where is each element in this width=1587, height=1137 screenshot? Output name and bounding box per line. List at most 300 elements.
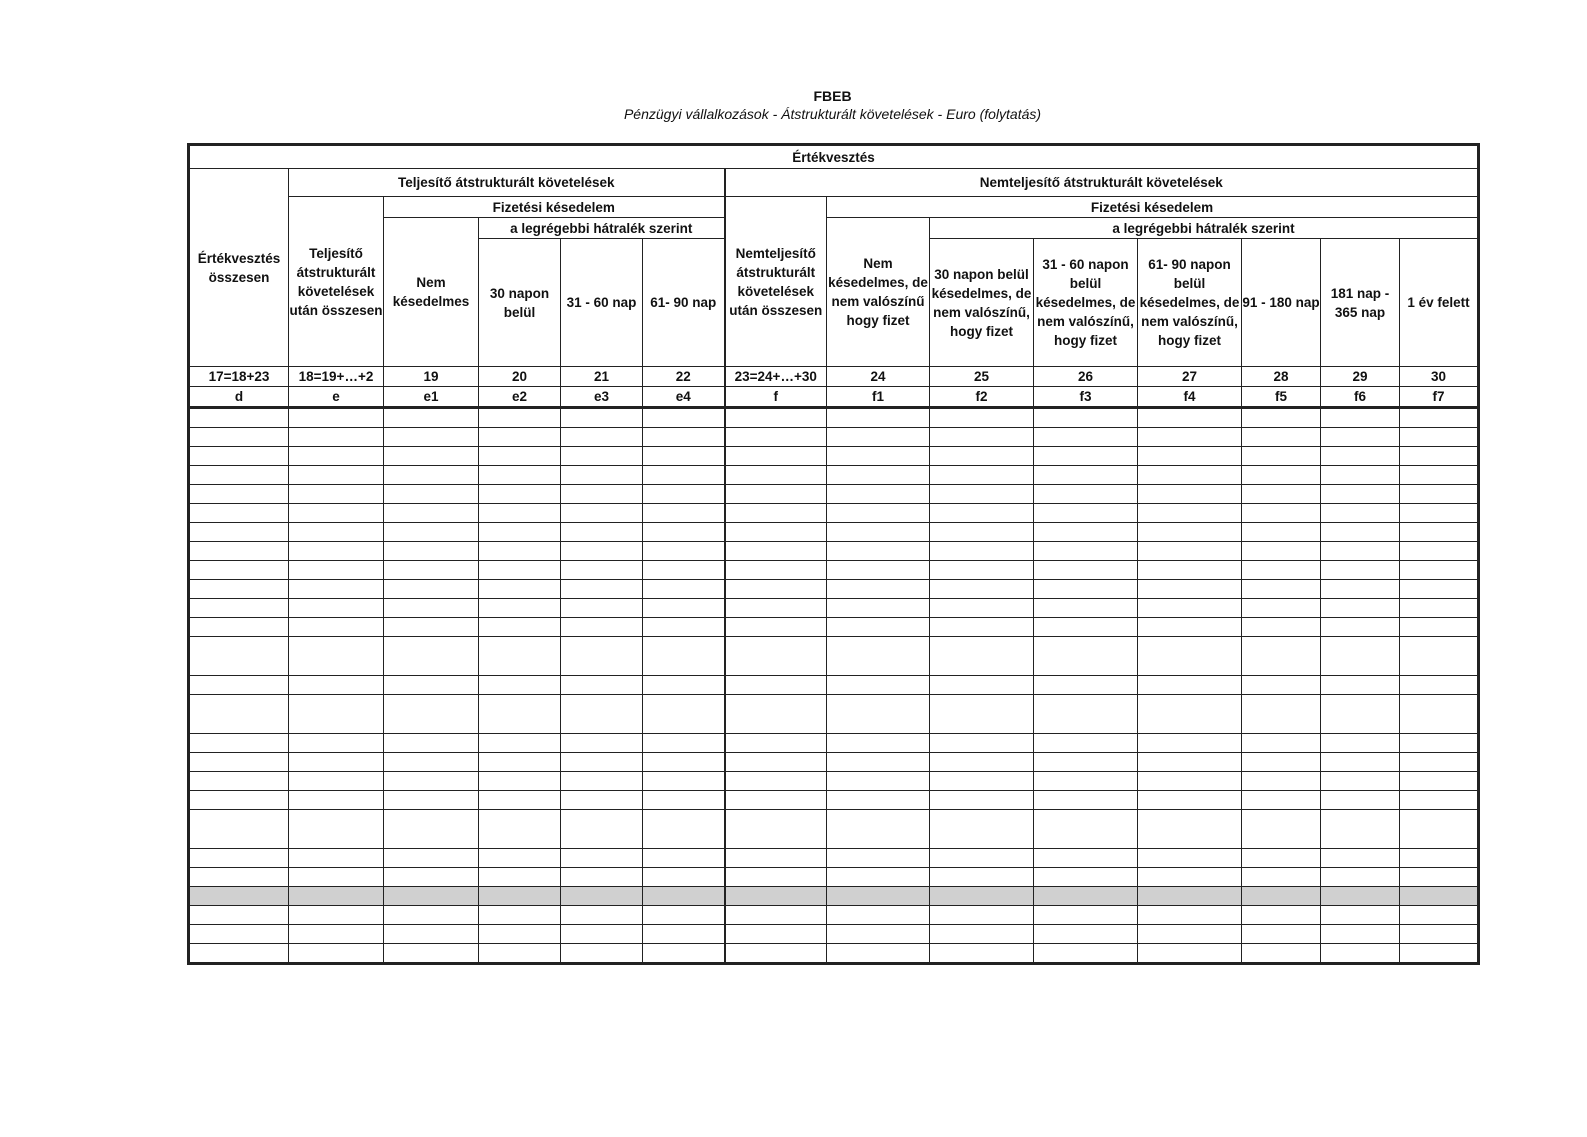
table-cell[interactable]: [930, 580, 1034, 599]
table-cell[interactable]: [1321, 637, 1400, 676]
table-cell[interactable]: [1242, 580, 1321, 599]
table-cell[interactable]: [384, 868, 479, 887]
table-cell[interactable]: [189, 637, 289, 676]
table-cell[interactable]: [930, 637, 1034, 676]
table-cell[interactable]: [479, 599, 561, 618]
table-cell[interactable]: [189, 580, 289, 599]
table-cell[interactable]: [289, 925, 384, 944]
table-cell[interactable]: [643, 561, 725, 580]
table-cell[interactable]: [561, 618, 643, 637]
table-cell[interactable]: [561, 849, 643, 868]
table-cell[interactable]: [384, 753, 479, 772]
table-cell[interactable]: [561, 428, 643, 447]
table-cell[interactable]: [1400, 447, 1479, 466]
table-cell[interactable]: [189, 504, 289, 523]
table-cell[interactable]: [725, 887, 827, 906]
table-cell[interactable]: [479, 868, 561, 887]
table-cell[interactable]: [1242, 542, 1321, 561]
table-cell[interactable]: [827, 485, 930, 504]
table-cell[interactable]: [561, 504, 643, 523]
table-cell[interactable]: [289, 466, 384, 485]
table-cell[interactable]: [1321, 734, 1400, 753]
table-cell[interactable]: [1400, 810, 1479, 849]
table-cell[interactable]: [1034, 523, 1138, 542]
table-cell[interactable]: [1321, 618, 1400, 637]
table-cell[interactable]: [1321, 753, 1400, 772]
table-cell[interactable]: [479, 485, 561, 504]
table-cell[interactable]: [1138, 523, 1242, 542]
table-cell[interactable]: [1242, 753, 1321, 772]
table-cell[interactable]: [827, 561, 930, 580]
table-cell[interactable]: [643, 542, 725, 561]
table-cell[interactable]: [1138, 408, 1242, 428]
table-cell[interactable]: [930, 618, 1034, 637]
table-cell[interactable]: [1400, 523, 1479, 542]
table-cell[interactable]: [1400, 753, 1479, 772]
table-cell[interactable]: [561, 676, 643, 695]
table-cell[interactable]: [479, 676, 561, 695]
table-cell[interactable]: [827, 753, 930, 772]
table-cell[interactable]: [930, 504, 1034, 523]
table-cell[interactable]: [289, 542, 384, 561]
table-cell[interactable]: [827, 810, 930, 849]
table-cell[interactable]: [1400, 906, 1479, 925]
table-cell[interactable]: [643, 637, 725, 676]
table-cell[interactable]: [930, 695, 1034, 734]
table-cell[interactable]: [1321, 810, 1400, 849]
table-cell[interactable]: [643, 753, 725, 772]
table-cell[interactable]: [643, 849, 725, 868]
table-cell[interactable]: [827, 599, 930, 618]
table-cell[interactable]: [725, 618, 827, 637]
table-cell[interactable]: [1034, 695, 1138, 734]
table-cell[interactable]: [930, 734, 1034, 753]
table-cell[interactable]: [930, 485, 1034, 504]
table-cell[interactable]: [643, 734, 725, 753]
table-cell[interactable]: [1400, 408, 1479, 428]
table-cell[interactable]: [1138, 447, 1242, 466]
table-cell[interactable]: [479, 408, 561, 428]
table-cell[interactable]: [289, 485, 384, 504]
table-cell[interactable]: [643, 772, 725, 791]
table-cell[interactable]: [643, 868, 725, 887]
table-cell[interactable]: [1400, 580, 1479, 599]
table-cell[interactable]: [1400, 925, 1479, 944]
table-cell[interactable]: [1400, 599, 1479, 618]
table-cell[interactable]: [1242, 599, 1321, 618]
table-cell[interactable]: [1400, 618, 1479, 637]
table-cell[interactable]: [1034, 849, 1138, 868]
table-cell[interactable]: [1321, 676, 1400, 695]
table-cell[interactable]: [827, 868, 930, 887]
table-cell[interactable]: [479, 618, 561, 637]
table-cell[interactable]: [1400, 542, 1479, 561]
table-cell[interactable]: [725, 408, 827, 428]
table-cell[interactable]: [827, 408, 930, 428]
table-cell[interactable]: [643, 695, 725, 734]
table-cell[interactable]: [189, 906, 289, 925]
table-cell[interactable]: [289, 734, 384, 753]
table-cell[interactable]: [479, 887, 561, 906]
table-cell[interactable]: [1321, 504, 1400, 523]
table-cell[interactable]: [384, 580, 479, 599]
table-cell[interactable]: [1321, 772, 1400, 791]
table-cell[interactable]: [725, 734, 827, 753]
table-cell[interactable]: [1242, 485, 1321, 504]
table-cell[interactable]: [1242, 637, 1321, 676]
table-cell[interactable]: [384, 523, 479, 542]
table-cell[interactable]: [1034, 772, 1138, 791]
table-cell[interactable]: [189, 791, 289, 810]
table-cell[interactable]: [289, 599, 384, 618]
table-cell[interactable]: [561, 695, 643, 734]
table-cell[interactable]: [1138, 485, 1242, 504]
table-cell[interactable]: [479, 906, 561, 925]
table-cell[interactable]: [1242, 561, 1321, 580]
table-cell[interactable]: [1321, 849, 1400, 868]
table-cell[interactable]: [643, 408, 725, 428]
table-cell[interactable]: [189, 753, 289, 772]
table-cell[interactable]: [189, 887, 289, 906]
table-cell[interactable]: [1400, 791, 1479, 810]
table-cell[interactable]: [289, 618, 384, 637]
table-cell[interactable]: [189, 772, 289, 791]
table-cell[interactable]: [1034, 810, 1138, 849]
table-cell[interactable]: [1034, 466, 1138, 485]
table-cell[interactable]: [1321, 695, 1400, 734]
table-cell[interactable]: [479, 561, 561, 580]
table-cell[interactable]: [827, 676, 930, 695]
table-cell[interactable]: [1400, 504, 1479, 523]
table-cell[interactable]: [1138, 618, 1242, 637]
table-cell[interactable]: [1321, 561, 1400, 580]
table-cell[interactable]: [725, 485, 827, 504]
table-cell[interactable]: [1034, 887, 1138, 906]
table-cell[interactable]: [479, 466, 561, 485]
table-cell[interactable]: [725, 504, 827, 523]
table-cell[interactable]: [930, 408, 1034, 428]
table-cell[interactable]: [289, 772, 384, 791]
table-cell[interactable]: [1138, 734, 1242, 753]
table-cell[interactable]: [384, 466, 479, 485]
table-cell[interactable]: [479, 753, 561, 772]
table-cell[interactable]: [384, 618, 479, 637]
table-cell[interactable]: [561, 791, 643, 810]
table-cell[interactable]: [1242, 408, 1321, 428]
table-cell[interactable]: [930, 925, 1034, 944]
table-cell[interactable]: [1242, 887, 1321, 906]
table-cell[interactable]: [289, 580, 384, 599]
table-cell[interactable]: [561, 523, 643, 542]
table-cell[interactable]: [1138, 772, 1242, 791]
table-cell[interactable]: [827, 734, 930, 753]
table-cell[interactable]: [289, 791, 384, 810]
table-cell[interactable]: [1321, 791, 1400, 810]
table-cell[interactable]: [384, 734, 479, 753]
table-cell[interactable]: [1138, 599, 1242, 618]
table-cell[interactable]: [725, 772, 827, 791]
table-cell[interactable]: [384, 695, 479, 734]
table-cell[interactable]: [930, 944, 1034, 964]
table-cell[interactable]: [643, 906, 725, 925]
table-cell[interactable]: [930, 810, 1034, 849]
table-cell[interactable]: [1400, 428, 1479, 447]
table-cell[interactable]: [1138, 810, 1242, 849]
table-cell[interactable]: [1034, 925, 1138, 944]
table-cell[interactable]: [384, 447, 479, 466]
table-cell[interactable]: [827, 849, 930, 868]
table-cell[interactable]: [479, 580, 561, 599]
table-cell[interactable]: [643, 466, 725, 485]
table-cell[interactable]: [189, 810, 289, 849]
table-cell[interactable]: [1321, 887, 1400, 906]
table-cell[interactable]: [1138, 791, 1242, 810]
table-cell[interactable]: [289, 408, 384, 428]
table-cell[interactable]: [725, 810, 827, 849]
table-cell[interactable]: [643, 447, 725, 466]
table-cell[interactable]: [189, 447, 289, 466]
table-cell[interactable]: [189, 599, 289, 618]
table-cell[interactable]: [1138, 849, 1242, 868]
table-cell[interactable]: [1400, 944, 1479, 964]
table-cell[interactable]: [1034, 753, 1138, 772]
table-cell[interactable]: [643, 618, 725, 637]
table-cell[interactable]: [643, 485, 725, 504]
table-cell[interactable]: [1321, 868, 1400, 887]
table-cell[interactable]: [1242, 944, 1321, 964]
table-cell[interactable]: [1242, 810, 1321, 849]
table-cell[interactable]: [1400, 849, 1479, 868]
table-cell[interactable]: [725, 428, 827, 447]
table-cell[interactable]: [1034, 561, 1138, 580]
table-cell[interactable]: [930, 428, 1034, 447]
table-cell[interactable]: [189, 408, 289, 428]
table-cell[interactable]: [189, 734, 289, 753]
table-cell[interactable]: [725, 906, 827, 925]
table-cell[interactable]: [289, 944, 384, 964]
table-cell[interactable]: [479, 772, 561, 791]
table-cell[interactable]: [1321, 485, 1400, 504]
table-cell[interactable]: [1321, 944, 1400, 964]
table-cell[interactable]: [561, 753, 643, 772]
table-cell[interactable]: [725, 599, 827, 618]
table-cell[interactable]: [930, 523, 1034, 542]
table-cell[interactable]: [1034, 408, 1138, 428]
table-cell[interactable]: [1242, 734, 1321, 753]
table-cell[interactable]: [561, 466, 643, 485]
table-cell[interactable]: [1034, 599, 1138, 618]
table-cell[interactable]: [1400, 466, 1479, 485]
table-cell[interactable]: [561, 637, 643, 676]
table-cell[interactable]: [827, 906, 930, 925]
table-cell[interactable]: [289, 637, 384, 676]
table-cell[interactable]: [1321, 580, 1400, 599]
table-cell[interactable]: [561, 580, 643, 599]
table-cell[interactable]: [1242, 906, 1321, 925]
table-cell[interactable]: [1138, 676, 1242, 695]
table-cell[interactable]: [1138, 868, 1242, 887]
table-cell[interactable]: [930, 868, 1034, 887]
table-cell[interactable]: [561, 772, 643, 791]
table-cell[interactable]: [384, 485, 479, 504]
table-cell[interactable]: [1034, 485, 1138, 504]
table-cell[interactable]: [289, 810, 384, 849]
table-cell[interactable]: [1034, 734, 1138, 753]
table-cell[interactable]: [725, 695, 827, 734]
table-cell[interactable]: [827, 542, 930, 561]
table-cell[interactable]: [189, 618, 289, 637]
table-cell[interactable]: [827, 791, 930, 810]
table-cell[interactable]: [1400, 734, 1479, 753]
table-cell[interactable]: [930, 791, 1034, 810]
table-cell[interactable]: [189, 944, 289, 964]
table-cell[interactable]: [289, 906, 384, 925]
table-cell[interactable]: [725, 676, 827, 695]
table-cell[interactable]: [189, 485, 289, 504]
table-cell[interactable]: [643, 810, 725, 849]
table-cell[interactable]: [561, 542, 643, 561]
table-cell[interactable]: [479, 504, 561, 523]
table-cell[interactable]: [189, 676, 289, 695]
table-cell[interactable]: [1138, 695, 1242, 734]
table-cell[interactable]: [643, 504, 725, 523]
table-cell[interactable]: [930, 542, 1034, 561]
table-cell[interactable]: [384, 637, 479, 676]
table-cell[interactable]: [289, 887, 384, 906]
table-cell[interactable]: [1321, 408, 1400, 428]
table-cell[interactable]: [189, 542, 289, 561]
table-cell[interactable]: [930, 887, 1034, 906]
table-cell[interactable]: [827, 580, 930, 599]
table-cell[interactable]: [725, 542, 827, 561]
table-cell[interactable]: [1321, 447, 1400, 466]
table-cell[interactable]: [1321, 925, 1400, 944]
table-cell[interactable]: [1034, 618, 1138, 637]
table-cell[interactable]: [1321, 523, 1400, 542]
table-cell[interactable]: [725, 868, 827, 887]
table-cell[interactable]: [827, 523, 930, 542]
table-cell[interactable]: [289, 849, 384, 868]
table-cell[interactable]: [1242, 618, 1321, 637]
table-cell[interactable]: [1138, 561, 1242, 580]
table-cell[interactable]: [289, 695, 384, 734]
table-cell[interactable]: [1242, 428, 1321, 447]
table-cell[interactable]: [384, 906, 479, 925]
table-cell[interactable]: [1138, 428, 1242, 447]
table-cell[interactable]: [1400, 772, 1479, 791]
table-cell[interactable]: [479, 849, 561, 868]
table-cell[interactable]: [827, 447, 930, 466]
table-cell[interactable]: [643, 887, 725, 906]
table-cell[interactable]: [1034, 542, 1138, 561]
table-cell[interactable]: [384, 599, 479, 618]
table-cell[interactable]: [930, 906, 1034, 925]
table-cell[interactable]: [1242, 466, 1321, 485]
table-cell[interactable]: [561, 485, 643, 504]
table-cell[interactable]: [643, 580, 725, 599]
table-cell[interactable]: [1034, 944, 1138, 964]
table-cell[interactable]: [561, 944, 643, 964]
table-cell[interactable]: [930, 466, 1034, 485]
table-cell[interactable]: [479, 734, 561, 753]
table-cell[interactable]: [1242, 447, 1321, 466]
table-cell[interactable]: [289, 753, 384, 772]
table-cell[interactable]: [189, 428, 289, 447]
table-cell[interactable]: [479, 810, 561, 849]
table-cell[interactable]: [930, 753, 1034, 772]
table-cell[interactable]: [1138, 637, 1242, 676]
table-cell[interactable]: [827, 944, 930, 964]
table-cell[interactable]: [479, 925, 561, 944]
table-cell[interactable]: [479, 428, 561, 447]
table-cell[interactable]: [1400, 887, 1479, 906]
table-cell[interactable]: [384, 849, 479, 868]
table-cell[interactable]: [561, 810, 643, 849]
table-cell[interactable]: [643, 791, 725, 810]
table-cell[interactable]: [930, 676, 1034, 695]
table-cell[interactable]: [479, 523, 561, 542]
table-cell[interactable]: [1034, 637, 1138, 676]
table-cell[interactable]: [1034, 791, 1138, 810]
table-cell[interactable]: [289, 504, 384, 523]
table-cell[interactable]: [1242, 504, 1321, 523]
table-cell[interactable]: [725, 447, 827, 466]
table-cell[interactable]: [1321, 599, 1400, 618]
table-cell[interactable]: [561, 925, 643, 944]
table-cell[interactable]: [643, 599, 725, 618]
table-cell[interactable]: [384, 408, 479, 428]
table-cell[interactable]: [827, 637, 930, 676]
table-cell[interactable]: [725, 925, 827, 944]
table-cell[interactable]: [1034, 676, 1138, 695]
table-cell[interactable]: [289, 523, 384, 542]
table-cell[interactable]: [189, 925, 289, 944]
table-cell[interactable]: [1242, 849, 1321, 868]
table-cell[interactable]: [1138, 944, 1242, 964]
table-cell[interactable]: [384, 428, 479, 447]
table-cell[interactable]: [479, 447, 561, 466]
table-cell[interactable]: [725, 561, 827, 580]
table-cell[interactable]: [1242, 676, 1321, 695]
table-cell[interactable]: [1034, 868, 1138, 887]
table-cell[interactable]: [384, 504, 479, 523]
table-cell[interactable]: [725, 637, 827, 676]
table-cell[interactable]: [479, 637, 561, 676]
table-cell[interactable]: [479, 542, 561, 561]
table-cell[interactable]: [643, 523, 725, 542]
table-cell[interactable]: [827, 618, 930, 637]
table-cell[interactable]: [189, 849, 289, 868]
table-cell[interactable]: [1242, 695, 1321, 734]
table-cell[interactable]: [384, 772, 479, 791]
table-cell[interactable]: [827, 504, 930, 523]
table-cell[interactable]: [1138, 466, 1242, 485]
table-cell[interactable]: [561, 561, 643, 580]
table-cell[interactable]: [479, 791, 561, 810]
table-cell[interactable]: [1242, 925, 1321, 944]
table-cell[interactable]: [1034, 580, 1138, 599]
table-cell[interactable]: [1242, 791, 1321, 810]
table-cell[interactable]: [189, 695, 289, 734]
table-cell[interactable]: [1138, 753, 1242, 772]
table-cell[interactable]: [930, 561, 1034, 580]
table-cell[interactable]: [1242, 868, 1321, 887]
table-cell[interactable]: [1034, 447, 1138, 466]
table-cell[interactable]: [643, 925, 725, 944]
table-cell[interactable]: [289, 428, 384, 447]
table-cell[interactable]: [725, 944, 827, 964]
table-cell[interactable]: [1321, 466, 1400, 485]
